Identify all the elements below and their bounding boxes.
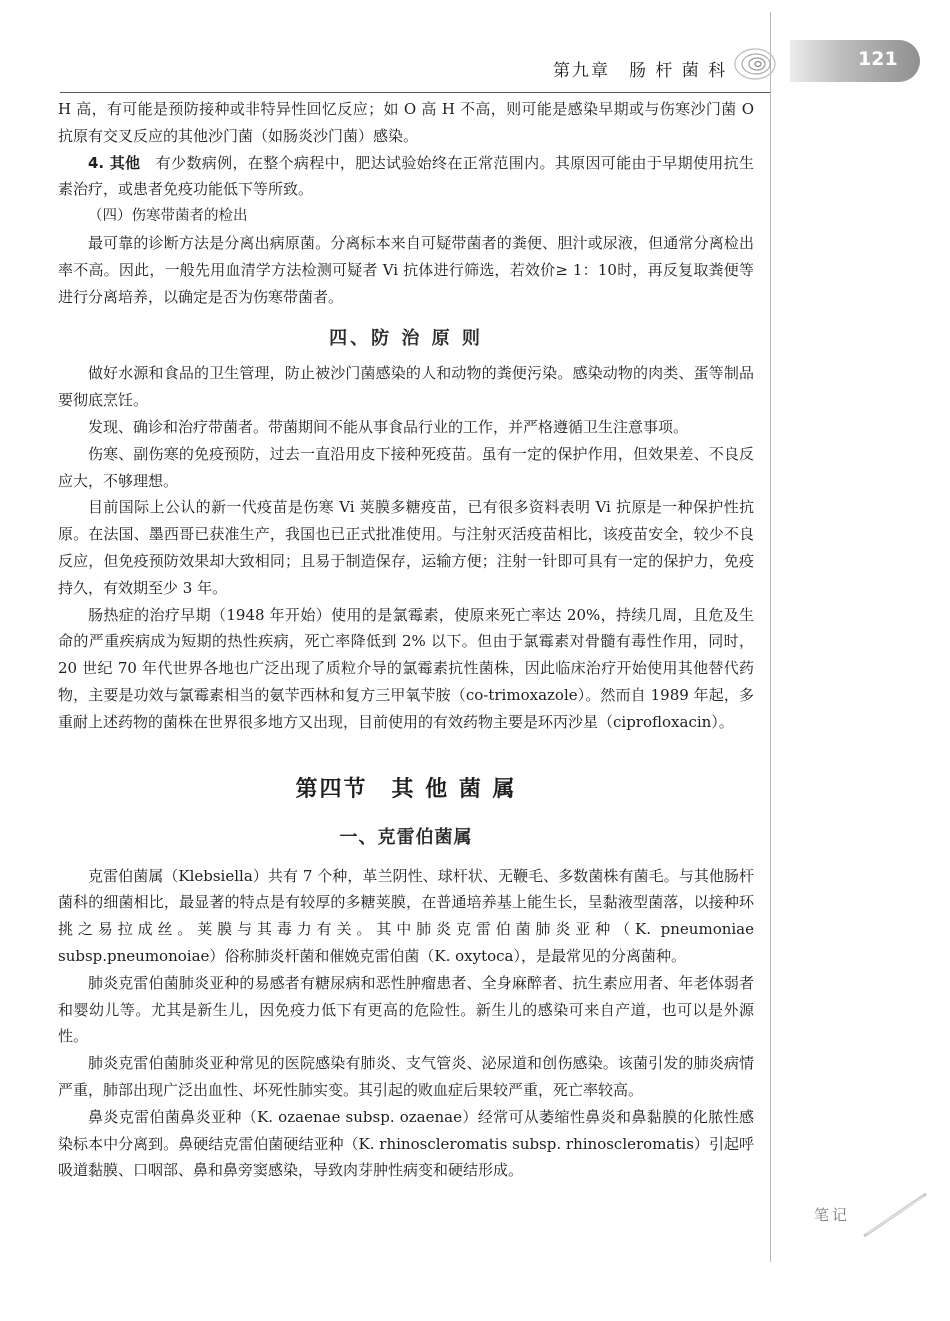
paragraph: 肺炎克雷伯菌肺炎亚种常见的医院感染有肺炎、支气管炎、泌尿道和创伤感染。该菌引发的肺炎病情严重，肺部出现广泛出血性、坏死性肺实变。其引起的败血症后果较严重，死亡率较高。 bbox=[58, 1054, 754, 1099]
subsection-heading: 一、克雷伯菌属 bbox=[339, 826, 473, 848]
header-rule bbox=[60, 92, 770, 93]
pen-icon bbox=[860, 1190, 930, 1240]
chapter-section-title: 第四节 其 他 菌 属 bbox=[295, 776, 517, 802]
paragraph: 克雷伯菌属（Klebsiella）共有 7 个种，革兰阴性、球杆状、无鞭毛、多数菌株有菌毛。与其他肠杆菌科的细菌相比，最显著的特点是有较厚的多糖荚膜，在普通培养基上能生长，呈黏液型菌落，以接种环挑之易拉成丝。荚膜与其毒力有关。其中肺炎克雷伯菌肺炎亚种（K. pneumoniae subsp.pneumonoiae）俗称肺炎杆菌和催娩克雷伯菌（K. oxytoca），是最常见的分离菌种。 bbox=[58, 866, 754, 965]
page-number-tab bbox=[790, 40, 920, 82]
section-heading: 四、防 治 原 则 bbox=[329, 328, 483, 350]
swirl-icon bbox=[732, 44, 778, 84]
paragraph: 做好水源和食品的卫生管理，防止被沙门菌感染的人和动物的粪便污染。感染动物的肉类、蛋等制品要彻底烹饪。 bbox=[58, 364, 754, 410]
margin-divider bbox=[770, 12, 771, 1262]
subheading: （四）伤寒带菌者的检出 bbox=[88, 208, 248, 225]
paragraph: H 高，有可能是预防接种或非特异性回忆反应；如 O 高 H 不高，则可能是感染早期或与伤寒沙门菌 O 抗原有交叉反应的其他沙门菌（如肠炎沙门菌）感染。 bbox=[58, 100, 754, 145]
paragraph: 最可靠的诊断方法是分离出病原菌。分离标本来自可疑带菌者的粪便、胆汁或尿液，但通常分离检出率不高。因此，一般先用血清学方法检测可疑者 Vi 抗体进行筛选，若效价≥ 1：10时，再反复取粪便等进行分离培养，以确定是否为伤寒带菌者。 bbox=[58, 233, 754, 306]
item-text: 有少数病例，在整个病程中，肥达试验始终在正常范围内。其原因可能由于早期使用抗生素治疗，或患者免疫功能低下等所致。 bbox=[58, 153, 754, 199]
paragraph: 肠热症的治疗早期（1948 年开始）使用的是氯霉素，使原来死亡率达 20%，持续几周，且危及生命的严重疾病成为短期的热性疾病，死亡率降低到 2% 以下。但由于氯霉素对骨髓有毒性作用，同时，20 世纪 70 年代世界各地也广泛出现了质粒介导的氯霉素抗性菌株，因此临床治疗开始使用其他替代药物，主要是功效与氯霉素相当的氨苄西林和复方三甲氧苄胺（co-trimoxazole）。然而自 1989 年起，多重耐上述药物的菌株在世界很多地方又出现，目前使用的有效药物主要是环丙沙星（ciprofloxacin）。 bbox=[58, 605, 754, 731]
page-header bbox=[0, 44, 950, 94]
notes-label: 笔记 bbox=[814, 1206, 851, 1224]
paragraph: 肺炎克雷伯菌肺炎亚种的易感者有糖尿病和恶性肿瘤患者、全身麻醉者、抗生素应用者、年老体弱者和婴幼儿等。尤其是新生儿，因免疫力低下有更高的危险性。新生儿的感染可来自产道，也可以是外源性。 bbox=[58, 973, 754, 1046]
paragraph bbox=[58, 150, 754, 204]
paragraph: 鼻炎克雷伯菌鼻炎亚种（K. ozaenae subsp. ozaenae）经常可从萎缩性鼻炎和鼻黏膜的化脓性感染标本中分离到。鼻硬结克雷伯菌硬结亚种（K. rhinoscleromatis subsp. rhinoscleromatis）引起呼吸道黏膜、口咽部、鼻和鼻旁窦感染，导致肉芽肿性病变和硬结形成。 bbox=[58, 1107, 754, 1180]
paragraph: 伤寒、副伤寒的免疫预防，过去一直沿用皮下接种死疫苗。虽有一定的保护作用，但效果差、不良反应大，不够理想。 bbox=[58, 444, 754, 490]
item-label: 4. 其他 bbox=[88, 153, 141, 172]
paragraph: 发现、确诊和治疗带菌者。带菌期间不能从事食品行业的工作，并严格遵循卫生注意事项。 bbox=[88, 417, 689, 436]
page-number: 121 bbox=[858, 48, 898, 70]
chapter-title: 第九章 肠 杆 菌 科 bbox=[553, 61, 728, 81]
paragraph: 目前国际上公认的新一代疫苗是伤寒 Vi 荚膜多糖疫苗，已有很多资料表明 Vi 抗原是一种保护性抗原。在法国、墨西哥已获准生产，我国也已正式批准使用。与注射灭活疫苗相比，该疫苗安全，较少不良反应，但免疫预防效果却大致相同；且易于制造保存，运输方便；注射一针即可具有一定的保护力，免疫持久，有效期至少 3 年。 bbox=[58, 498, 754, 597]
page-body bbox=[58, 96, 754, 1184]
